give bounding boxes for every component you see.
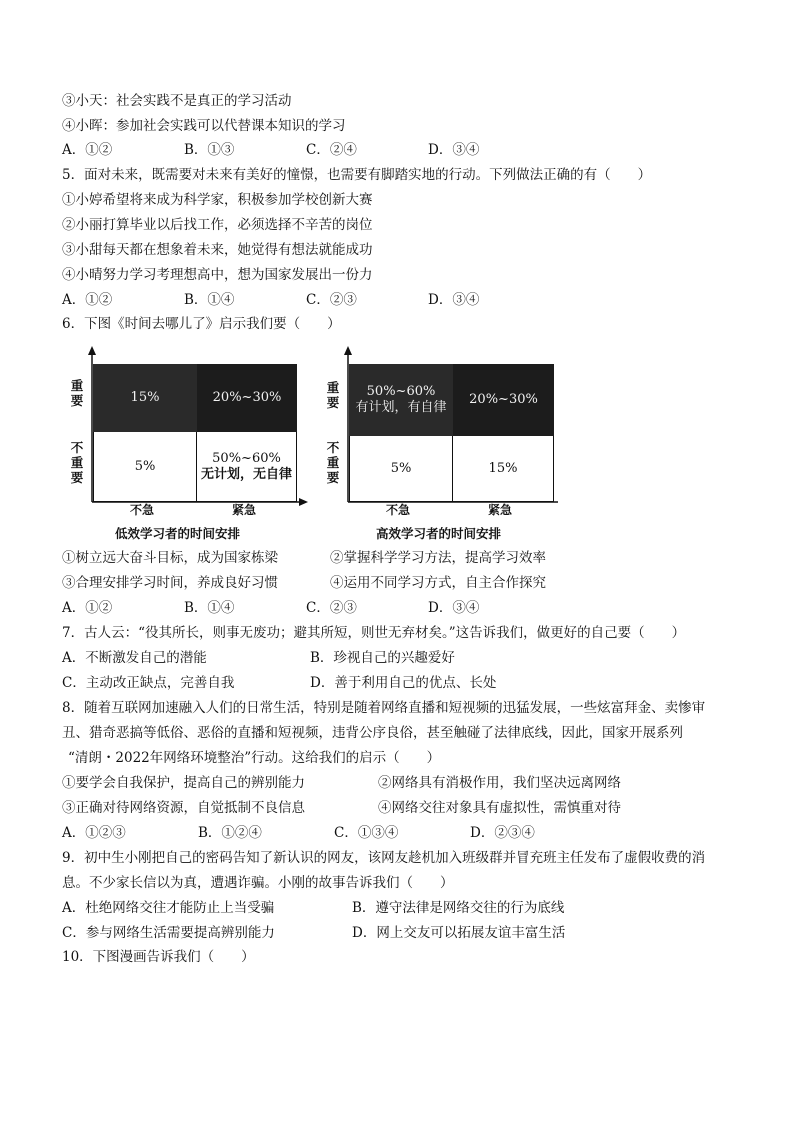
q8-choice-b[interactable]: B．①②④	[198, 825, 262, 841]
q9-stem-line-1: 9．初中生小刚把自己的密码告知了新认识的网友，该网友趁机加入班级群并冒充班主任发布了虚假收费的消	[62, 850, 706, 866]
q6-option-4: ④运用不同学习方式，自主合作探究	[330, 575, 546, 591]
high-x-label-urgent: 紧急	[487, 503, 512, 517]
low-y-label-unimportant: 不重要	[70, 440, 84, 485]
q6-choice-b[interactable]: B．①④	[184, 600, 235, 616]
low-cell-unimportant-urgent	[196, 432, 297, 502]
q9-choice-a[interactable]: A．杜绝网络交往才能防止上当受骗	[62, 900, 275, 916]
q9-choice-b[interactable]: B．遵守法律是网络交往的行为底线	[352, 900, 565, 916]
high-cell-important-urgent: 20%~30%	[453, 364, 554, 436]
q5-option-1: ①小婷希望将来成为科学家，积极参加学校创新大赛	[62, 192, 373, 208]
q8-choice-c[interactable]: C．①③④	[334, 825, 399, 841]
low-chart-caption: 低效学习者的时间安排	[115, 526, 241, 541]
low-cell-unimportant-urgent-value: 50%~60%	[212, 450, 281, 466]
q4-option-3: ③小天：社会实践不是真正的学习活动	[62, 93, 292, 109]
high-cell-important-not-urgent	[349, 364, 453, 436]
q8-option-3: ③正确对待网络资源，自觉抵制不良信息	[62, 800, 305, 816]
high-x-label-not-urgent: 不急	[385, 503, 410, 517]
q7-choice-c[interactable]: C．主动改正缺点，完善自我	[62, 675, 235, 691]
low-cell-unimportant-not-urgent: 5%	[93, 432, 197, 502]
q5-choice-a[interactable]: A．①②	[62, 292, 113, 308]
q4-choice-c[interactable]: C．②④	[306, 142, 357, 158]
q8-stem-line-2: 丑、猎奇恶搞等低俗、恶俗的直播和短视频，违背公序良俗，甚至触碰了法律底线，因此，国家开展系列	[62, 725, 683, 741]
q6-choice-d[interactable]: D．③④	[428, 600, 480, 616]
q4-choice-a[interactable]: A．①②	[62, 142, 113, 158]
q7-stem: 7．古人云：“役其所长，则事无废功；避其所短，则世无弃材矣。”这告诉我们，做更好的自己要（ ）	[62, 625, 686, 641]
high-y-label-unimportant: 不重要	[326, 440, 340, 485]
q8-choice-a[interactable]: A．①②③	[62, 825, 126, 841]
q5-option-2: ②小丽打算毕业以后找工作，必须选择不辛苦的岗位	[62, 217, 373, 233]
high-cell-important-not-urgent-note: 有计划，有自律	[355, 400, 447, 415]
q5-option-3: ③小甜每天都在想象着未来，她觉得有想法就能成功	[62, 242, 373, 258]
q8-stem-line-1: 8．随着互联网加速融入人们的日常生活，特别是随着网络直播和短视频的迅猛发展，一些炫富拜金、卖惨审	[62, 700, 706, 716]
q5-stem: 5．面对未来，既需要对未来有美好的憧憬，也需要有脚踏实地的行动。下列做法正确的有（ ）	[62, 167, 652, 183]
q9-choice-c[interactable]: C．参与网络生活需要提高辨别能力	[62, 925, 275, 941]
high-y-label-important: 重要	[326, 380, 340, 410]
q8-option-2: ②网络具有消极作用，我们坚决远离网络	[378, 775, 621, 791]
q9-choice-d[interactable]: D．网上交友可以拓展友谊丰富生活	[352, 925, 566, 941]
low-x-label-urgent: 紧急	[231, 503, 256, 517]
q8-stem-line-3: “清朗・2022年网络环境整治”行动。这给我们的启示（ ）	[68, 750, 441, 766]
high-cell-unimportant-urgent: 15%	[452, 436, 554, 502]
chart-high-efficiency	[318, 344, 568, 544]
q5-choice-d[interactable]: D．③④	[428, 292, 480, 308]
q6-choice-c[interactable]: C．②③	[306, 600, 357, 616]
high-cell-important-not-urgent-value: 50%~60%	[366, 384, 436, 399]
q5-choice-b[interactable]: B．①④	[184, 292, 235, 308]
high-cell-unimportant-not-urgent: 5%	[349, 436, 453, 502]
low-y-label-important: 重要	[70, 378, 84, 408]
q6-option-3: ③合理安排学习时间，养成良好习惯	[62, 575, 278, 591]
q9-stem-line-2: 息。不少家长信以为真，遭遇诈骗。小刚的故事告诉我们（ ）	[62, 875, 454, 891]
q10-stem: 10．下图漫画告诉我们（ ）	[62, 949, 255, 965]
q7-choice-b[interactable]: B．珍视自己的兴趣爱好	[310, 650, 455, 666]
low-cell-important-urgent: 20%~30%	[197, 364, 297, 432]
q4-option-4: ④小晖：参加社会实践可以代替课本知识的学习	[62, 118, 346, 134]
chart-low-efficiency	[62, 344, 312, 544]
q4-choice-b[interactable]: B．①③	[184, 142, 235, 158]
low-cell-unimportant-urgent-note: 无计划，无自律	[200, 466, 292, 482]
q8-option-4: ④网络交往对象具有虚拟性，需慎重对待	[378, 800, 621, 816]
high-chart-caption: 高效学习者的时间安排	[376, 526, 502, 541]
low-cell-important-not-urgent: 15%	[93, 364, 197, 432]
q6-stem: 6．下图《时间去哪儿了》启示我们要（ ）	[62, 316, 341, 332]
q8-option-1: ①要学会自我保护，提高自己的辨别能力	[62, 775, 305, 791]
low-x-label-not-urgent: 不急	[129, 503, 154, 517]
q6-choice-a[interactable]: A．①②	[62, 600, 113, 616]
q7-choice-a[interactable]: A．不断激发自己的潜能	[62, 650, 207, 666]
q5-choice-c[interactable]: C．②③	[306, 292, 357, 308]
q4-choice-d[interactable]: D．③④	[428, 142, 480, 158]
q6-option-1: ①树立远大奋斗目标，成为国家栋梁	[62, 550, 278, 566]
q8-choice-d[interactable]: D．②③④	[470, 825, 535, 841]
q6-option-2: ②掌握科学学习方法，提高学习效率	[330, 550, 546, 566]
q7-choice-d[interactable]: D．善于利用自己的优点、长处	[310, 675, 497, 691]
q5-option-4: ④小晴努力学习考理想高中，想为国家发展出一份力	[62, 267, 373, 283]
